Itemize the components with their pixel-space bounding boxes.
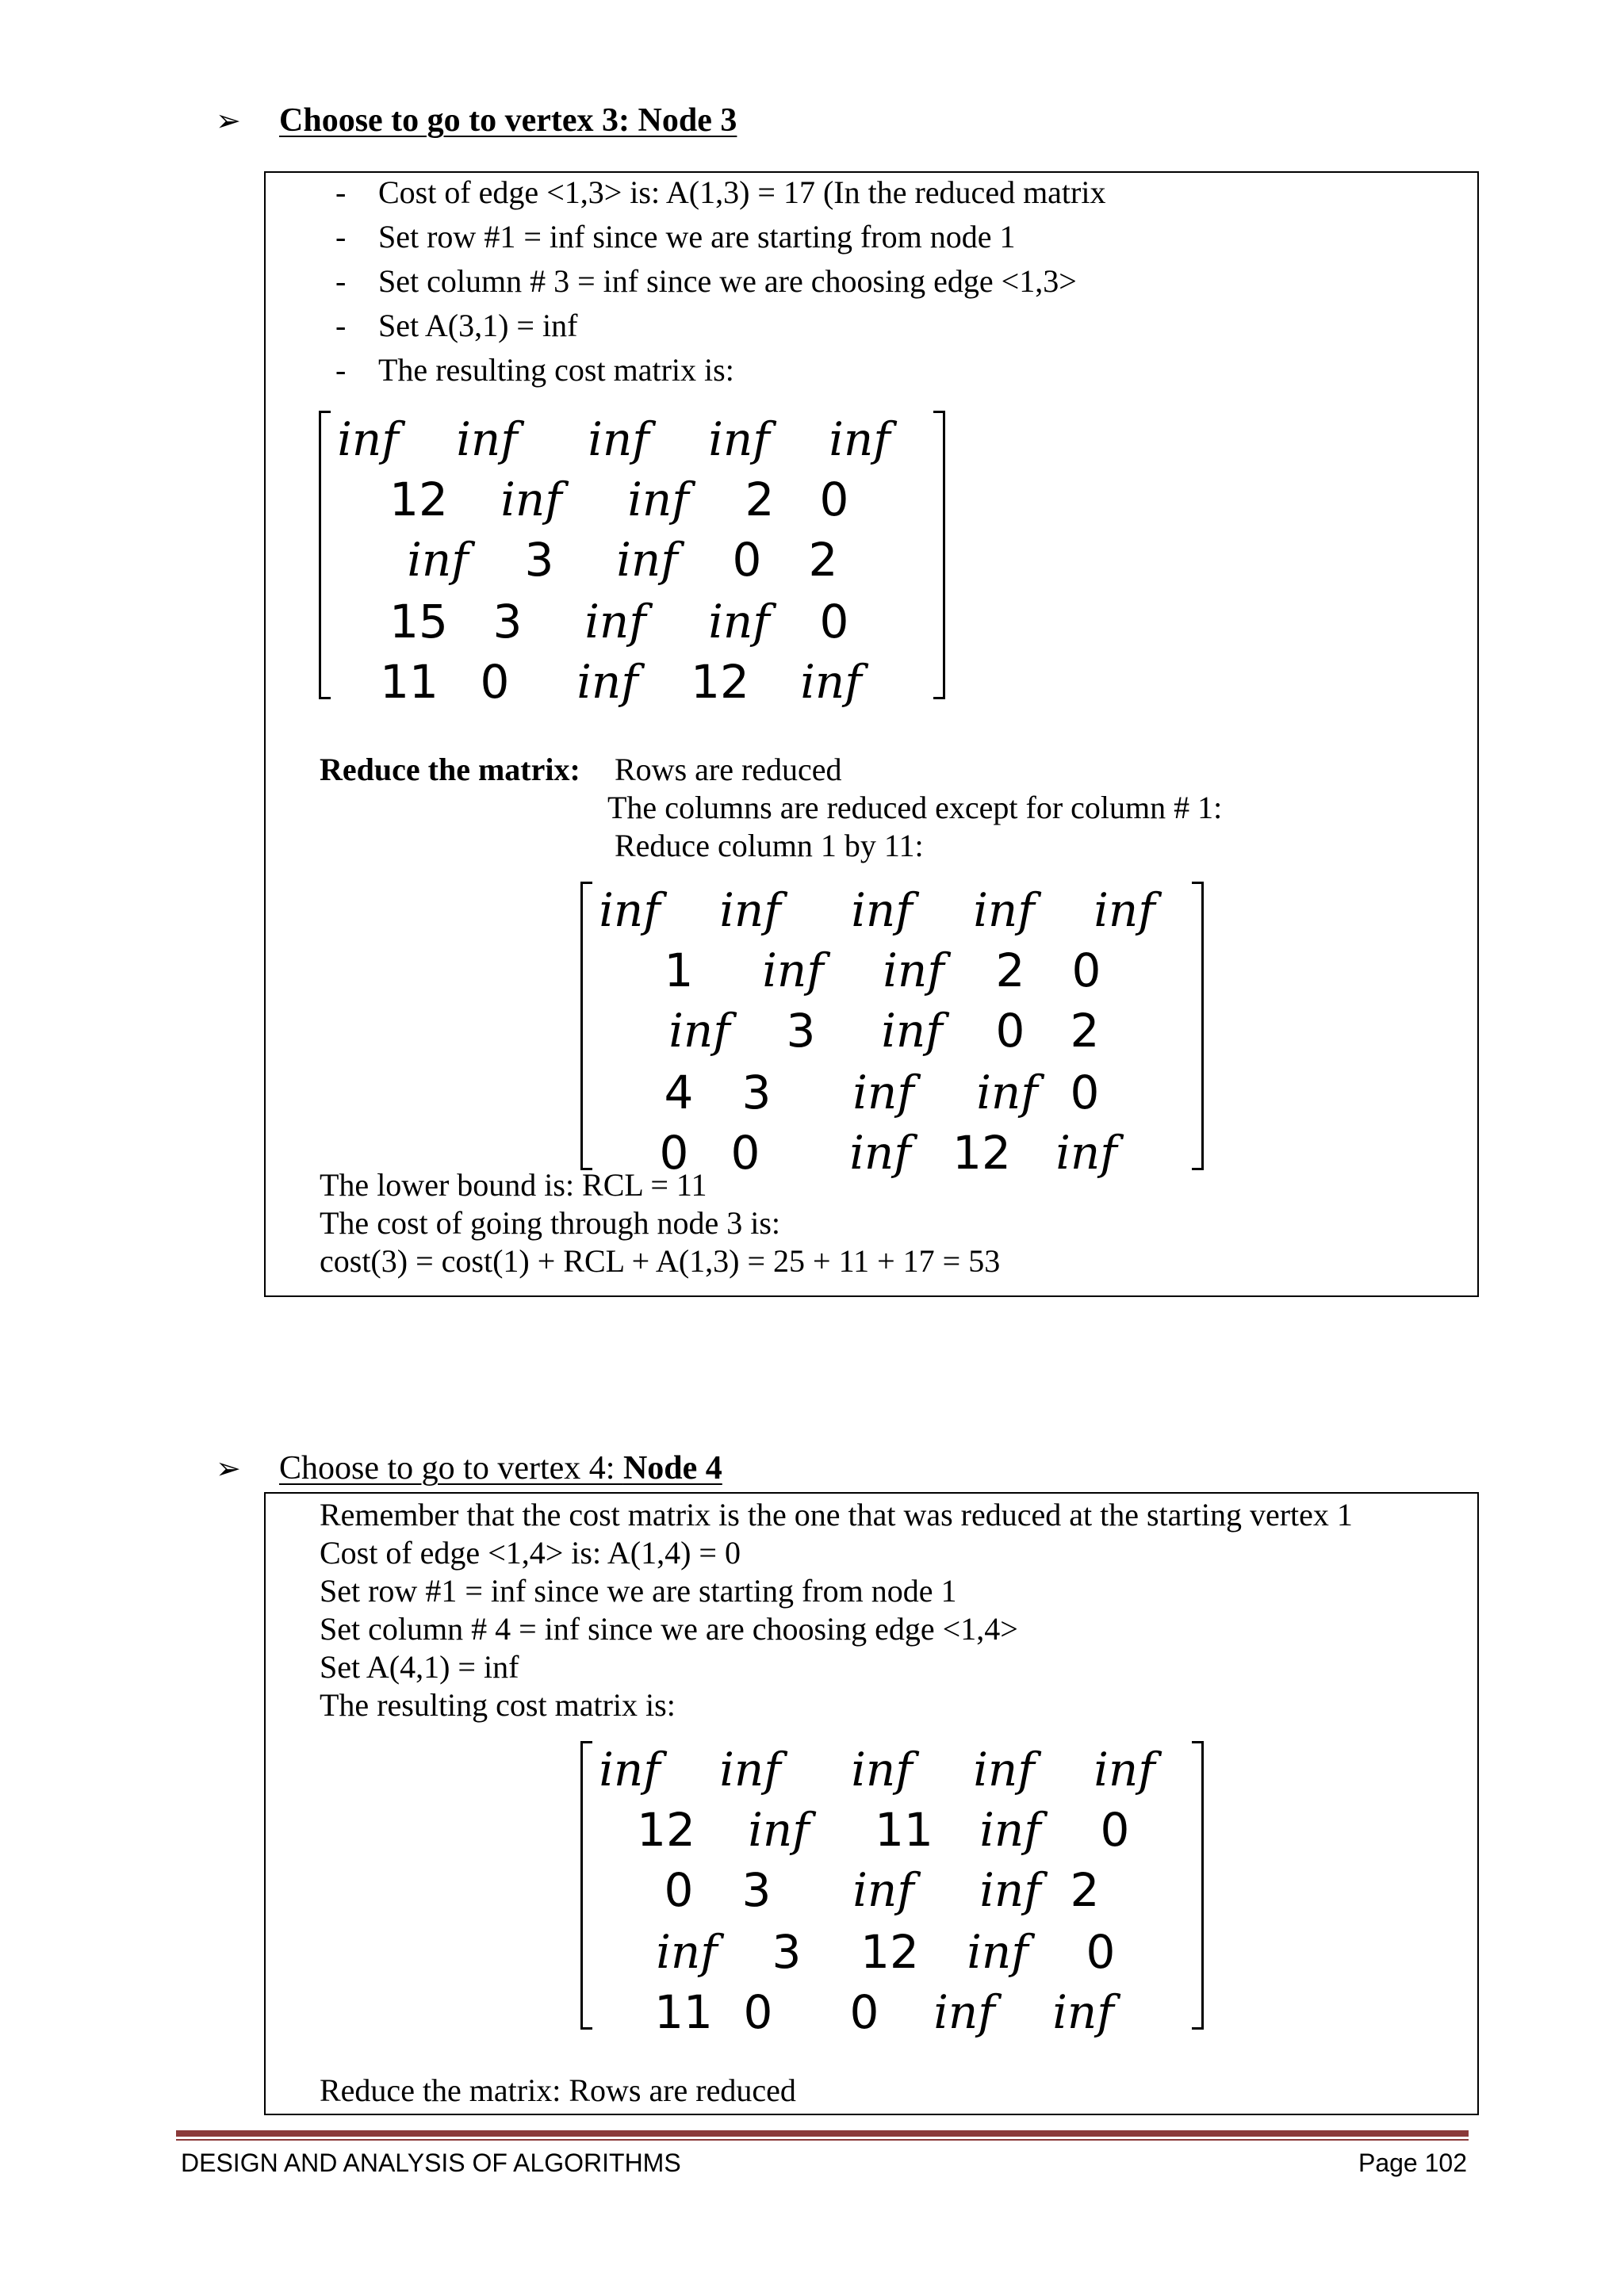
section2-heading-prefix: Choose to go to vertex 4:: [279, 1450, 623, 1487]
matrix-cell: 0: [730, 1126, 760, 1180]
matrix-cell: 2: [995, 943, 1025, 997]
matrix-cell: inf: [852, 1863, 914, 1917]
matrix-cell: 2: [1070, 1004, 1100, 1058]
matrix-cell: inf: [800, 655, 862, 709]
matrix-cell: inf: [883, 943, 944, 997]
matrix-cell: 12: [389, 473, 448, 526]
matrix-cell: 3: [786, 1004, 816, 1058]
reduced-matrix-1: [580, 882, 1204, 1180]
right-bracket: [1192, 1741, 1204, 2030]
matrix-cell: inf: [599, 1743, 661, 1797]
bullet-dash: -: [335, 219, 347, 254]
bullet-line-1: Cost of edge <1,3> is: A(1,3) = 17 (In the reduced matrix: [378, 174, 1106, 210]
matrix-cell: 15: [389, 595, 448, 649]
matrix-cell: inf: [708, 595, 770, 649]
section2-heading-bold: Node 4: [622, 1450, 722, 1487]
section2-line-2: Cost of edge <1,4> is: A(1,4) = 0: [320, 1535, 741, 1571]
matrix-cell: inf: [719, 883, 781, 937]
footer-rule-thin: [176, 2139, 1469, 2141]
matrix-cell: inf: [973, 883, 1035, 937]
matrix-cell: inf: [1094, 1743, 1155, 1797]
matrix-cell: 0: [480, 655, 510, 709]
matrix-cell: 1: [664, 943, 694, 997]
right-bracket: [933, 411, 945, 699]
matrix-cell: inf: [979, 1803, 1041, 1857]
matrix-cell: inf: [852, 1066, 914, 1119]
bullet-dash: -: [335, 263, 347, 299]
bullet-line-5: The resulting cost matrix is:: [378, 352, 734, 388]
cost-formula-line: cost(3) = cost(1) + RCL + A(1,3) = 25 + 11 + 17 = 53: [320, 1243, 1001, 1279]
matrix-cell: inf: [973, 1743, 1035, 1797]
bullet-dash: -: [335, 174, 347, 210]
matrix-cell: inf: [584, 595, 646, 649]
matrix-cell: 12: [637, 1803, 695, 1857]
matrix-cell: 2: [745, 473, 775, 526]
matrix-cell: inf: [979, 1863, 1041, 1917]
arrow-bullet-icon: ➢: [216, 103, 241, 138]
cost-matrix-2: [580, 1741, 1204, 2039]
matrix-cell: inf: [576, 655, 638, 709]
matrix-cell: 0: [1071, 943, 1101, 997]
matrix-cell: 3: [524, 533, 554, 587]
matrix-cell: inf: [337, 412, 399, 466]
matrix-cell: 0: [659, 1126, 689, 1180]
cost-through-line: The cost of going through node 3 is:: [320, 1205, 781, 1241]
matrix-cell: 12: [952, 1126, 1011, 1180]
matrix-cell: 0: [849, 1985, 879, 2039]
section2-line-6: The resulting cost matrix is:: [320, 1687, 676, 1723]
matrix-cell: 3: [492, 595, 523, 649]
matrix-cell: inf: [599, 883, 661, 937]
section2-heading: [216, 1449, 722, 1487]
page-number: Page 102: [1358, 2149, 1467, 2177]
section1-heading: [216, 101, 737, 140]
matrix-cell: 4: [664, 1066, 694, 1119]
matrix-cell: inf: [500, 473, 562, 526]
bullet-line-4: Set A(3,1) = inf: [378, 308, 578, 343]
lower-bound-line: The lower bound is: RCL = 11: [320, 1167, 707, 1203]
left-bracket: [580, 1741, 592, 2030]
matrix-cell: 0: [743, 1985, 773, 2039]
matrix-cell: inf: [967, 1925, 1028, 1979]
section2-line-1: Remember that the cost matrix is the one that was reduced at the starting vertex 1: [320, 1497, 1353, 1533]
reduce-line-3: Reduce column 1 by 11:: [615, 828, 924, 863]
reduce-line-2: The columns are reduced except for column # 1:: [607, 790, 1223, 825]
footer-title: DESIGN AND ANALYSIS OF ALGORITHMS: [181, 2149, 681, 2177]
bullet-dash: -: [335, 352, 347, 388]
matrix-cell: 0: [664, 1863, 694, 1917]
matrix-cell: inf: [456, 412, 518, 466]
reduce-label: Reduce the matrix:: [320, 752, 580, 787]
bullet-line-3: Set column # 3 = inf since we are choosing edge <1,3>: [378, 263, 1077, 299]
matrix-cell: inf: [656, 1925, 718, 1979]
left-bracket: [319, 411, 331, 699]
matrix-cell: 0: [732, 533, 762, 587]
matrix-cell: 0: [995, 1004, 1025, 1058]
cost-matrix-1: [319, 411, 945, 709]
matrix-cell: inf: [748, 1803, 810, 1857]
matrix-cell: 2: [1070, 1863, 1100, 1917]
matrix-cell: inf: [881, 1004, 943, 1058]
matrix-cell: 0: [1100, 1803, 1130, 1857]
right-bracket: [1192, 882, 1204, 1170]
section2-line-3: Set row #1 = inf since we are starting from node 1: [320, 1573, 957, 1609]
matrix-cell: inf: [1055, 1126, 1117, 1180]
matrix-cell: inf: [616, 533, 678, 587]
matrix-cell: inf: [407, 533, 469, 587]
matrix-cell: 0: [819, 595, 849, 649]
matrix-cell: 11: [380, 655, 439, 709]
reduce-line-1: Rows are reduced: [615, 752, 842, 787]
section2-reduce-text: Reduce the matrix: Rows are reduced: [320, 2072, 796, 2108]
matrix-cell: 0: [1086, 1925, 1116, 1979]
matrix-cell: 12: [860, 1925, 919, 1979]
matrix-cell: 3: [772, 1925, 802, 1979]
matrix-cell: 0: [819, 473, 849, 526]
matrix-cell: 12: [691, 655, 749, 709]
section2-line-4: Set column # 4 = inf since we are choosing edge <1,4>: [320, 1611, 1018, 1647]
matrix-cell: inf: [762, 943, 824, 997]
bullet-line-2: Set row #1 = inf since we are starting from node 1: [378, 219, 1016, 254]
matrix-cell: inf: [1052, 1985, 1114, 2039]
section1-heading-text: Choose to go to vertex 3: Node 3: [279, 102, 737, 139]
matrix-cell: inf: [933, 1985, 995, 2039]
matrix-cell: inf: [719, 1743, 781, 1797]
left-bracket: [580, 882, 592, 1170]
matrix-cell: 11: [654, 1985, 713, 2039]
matrix-cell: inf: [851, 1743, 913, 1797]
matrix-cell: 2: [808, 533, 838, 587]
matrix-cell: 3: [741, 1066, 772, 1119]
arrow-bullet-icon: ➢: [216, 1451, 241, 1486]
bullet-dash: -: [335, 308, 347, 343]
matrix-cell: inf: [976, 1066, 1038, 1119]
matrix-cell: inf: [1094, 883, 1155, 937]
matrix-cell: inf: [851, 883, 913, 937]
footer-rule: [176, 2130, 1469, 2137]
matrix-cell: 0: [1070, 1066, 1100, 1119]
matrix-cell: inf: [588, 412, 649, 466]
matrix-cell: 3: [741, 1863, 772, 1917]
matrix-cell: inf: [668, 1004, 730, 1058]
matrix-cell: inf: [708, 412, 770, 466]
matrix-cell: inf: [829, 412, 891, 466]
section2-line-5: Set A(4,1) = inf: [320, 1649, 519, 1685]
matrix-cell: inf: [849, 1126, 911, 1180]
matrix-cell: inf: [627, 473, 689, 526]
matrix-cell: 11: [875, 1803, 933, 1857]
